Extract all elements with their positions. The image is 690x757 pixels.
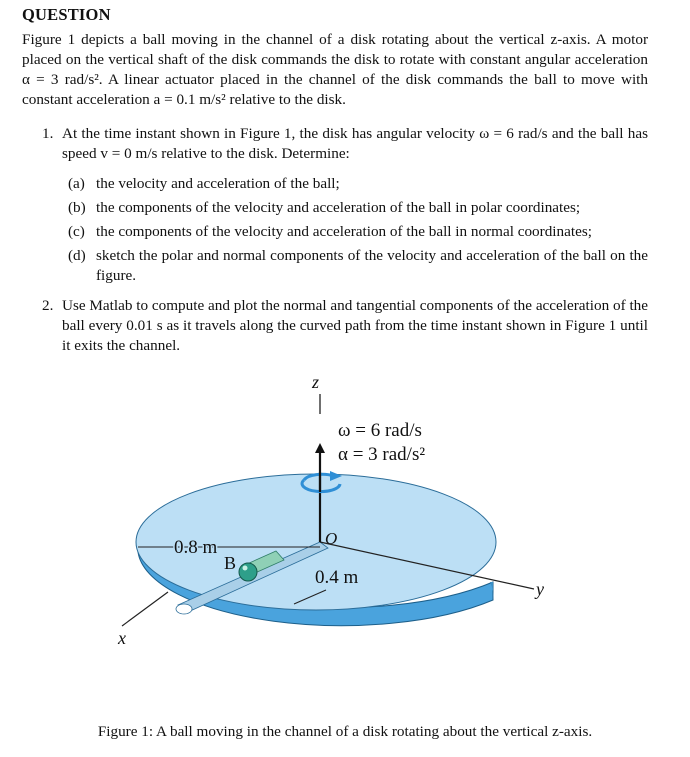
subquestion-text: the components of the velocity and acceleration of the ball in normal coordinates; [96,223,592,240]
omega-label: ω = 6 rad/s [338,420,422,441]
question-number: 1. [42,125,54,142]
subquestion-text: the velocity and acceleration of the ball; [96,175,340,192]
subquestion-text: the components of the velocity and acceleration of the ball in polar coordinates; [96,199,581,216]
question-item-2 [22,296,648,356]
subquestion-item [62,222,648,242]
question-text: At the time instant shown in Figure 1, the disk has angular velocity ω = 6 rad/s and the ball has speed v = 0 m/s relative to the disk. Determine: [62,125,648,162]
subquestion-label: (a) [68,175,85,192]
x-axis-label: x [118,628,126,648]
subquestion-item [62,174,648,194]
ball-label: B [224,553,237,573]
subquestion-label: (c) [68,223,85,240]
z-axis-label: z [312,372,320,392]
question-number: 2. [42,297,54,314]
question-page [22,0,648,356]
question-heading: QUESTION [22,5,111,24]
subquestion-text: sketch the polar and normal components of the velocity and acceleration of the ball on the figure. [96,247,648,284]
origin-label: O [325,529,338,548]
y-axis-label: y [536,579,544,599]
subquestion-label: (d) [68,247,86,264]
subquestion-item [62,198,648,218]
question-list [22,124,648,356]
subquestion-label: (b) [68,199,86,216]
figure-caption: Figure 1: A ball moving in the channel of a disk rotating about the vertical z-axis. [97,723,593,740]
alpha-label: α = 3 rad/s² [338,444,426,465]
ball-highlight [243,566,248,571]
intro-paragraph: Figure 1 depicts a ball moving in the channel of a disk rotating about the vertical z-axis. A motor placed on the vertical shaft of the disk commands the disk to rotate with constant angular acceleration α = 3 rad/s². A linear actuator placed in the channel of the disk commands the ball to move with constant acceleration a = 0.1 m/s² relative to the disk. [22,31,648,108]
ball [239,563,257,581]
question-item-1 [22,124,648,286]
subquestion-list [62,174,648,286]
channel-end [176,604,192,614]
subquestion-item [62,246,648,286]
offset-label: 0.4 m [315,567,359,588]
disk-diagram [108,362,568,672]
x-axis [122,592,168,626]
question-text: Use Matlab to compute and plot the normal and tangential components of the acceleration of the ball every 0.01 s as it travels along the curved path from the time instant shown in Figure 1 until it exits the channel. [62,297,648,354]
radius-label: 0.8 m [174,537,218,558]
figure-1 [108,362,568,672]
